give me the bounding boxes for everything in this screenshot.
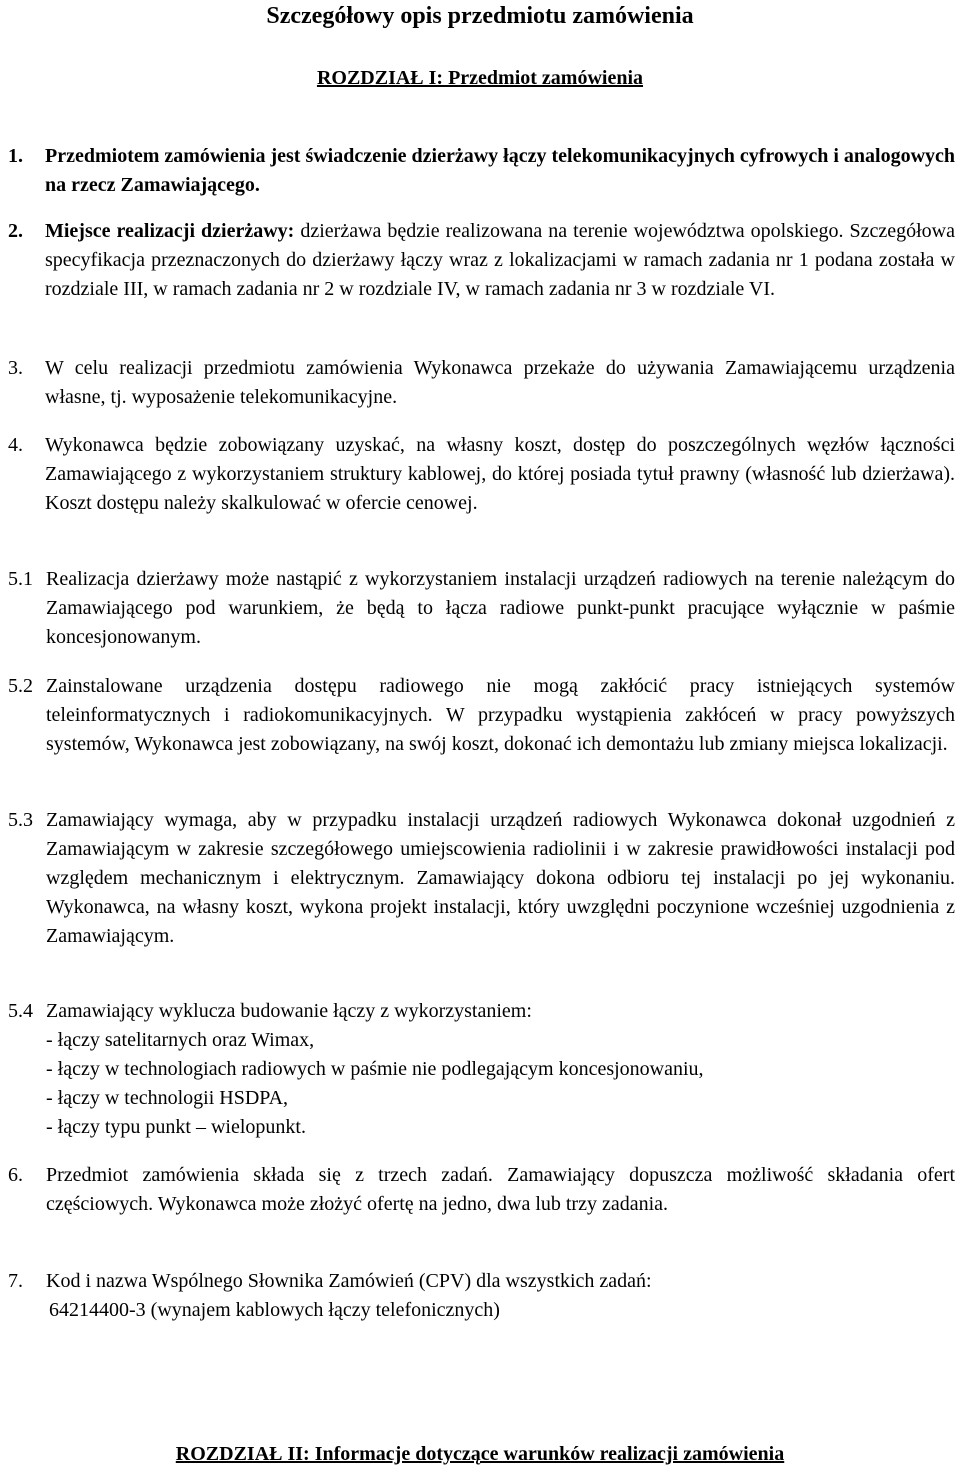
paragraph-text: Zainstalowane urządzenia dostępu radiowego nie mogą zakłócić pracy istniejących systemów teleinformatycznych i radiokomunikacyjnych. W przypadku wystąpienia zakłóceń w pracy powyższych systemów, Wykonawca jest zobowiązany, na swój koszt, dokonać ich demontażu lub zmiany miejsca lokalizacji. (46, 675, 955, 755)
paragraph-number: 3. (8, 357, 23, 379)
paragraph-number: 5.3 (8, 809, 33, 831)
paragraph-7 (8, 1267, 955, 1296)
exclusion-list (46, 1026, 946, 1142)
paragraph-number: 5.1 (8, 568, 33, 590)
cpv-code: 64214400-3 (wynajem kablowych łączy telefonicznych) (49, 1299, 500, 1321)
paragraph-text: Zamawiający wymaga, aby w przypadku instalacji urządzeń radiowych Wykonawca dokonał uzgodnień z Zamawiającym w zakresie szczegółowego umiejscowienia radiolinii i w zakresie prawidłowości instalacji pod względem mechanicznym i elektrycznym. Zamawiający dokona odbioru tej instalacji po jej wykonaniu. Wykonawca, na własny koszt, wykona projekt instalacji, który uwzględni poczynione wcześniej uzgodnienia z Zamawiającym. (46, 809, 955, 947)
paragraph-number: 6. (8, 1164, 23, 1186)
paragraph-number: 1. (8, 145, 23, 167)
paragraph-number: 2. (8, 220, 23, 242)
paragraph-number: 5.2 (8, 675, 33, 697)
paragraph-number: 5.4 (8, 1000, 33, 1022)
paragraph-5-4 (8, 997, 955, 1026)
paragraph-text: Kod i nazwa Wspólnego Słownika Zamówień (CPV) dla wszystkich zadań: (46, 1270, 652, 1292)
paragraph-5-2 (8, 672, 955, 759)
list-item: - łączy w technologii HSDPA, (46, 1087, 289, 1109)
document-title: Szczegółowy opis przedmiotu zamówienia (266, 3, 694, 29)
paragraph-text: W celu realizacji przedmiotu zamówienia Wykonawca przekaże do używania Zamawiającemu urządzenia własne, tj. wyposażenie telekomunikacyjne. (45, 357, 955, 408)
paragraph-5-1 (8, 565, 955, 652)
paragraph-2 (8, 217, 955, 304)
paragraph-text: Wykonawca będzie zobowiązany uzyskać, na własny koszt, dostęp do poszczególnych węzłów łączności Zamawiającego z wykorzystaniem struktury kablowej, do której posiada tytuł prawny (własność lub dzierżawa). Koszt dostępu należy skalkulować w ofercie cenowej. (45, 434, 955, 514)
paragraph-number: 7. (8, 1270, 23, 1292)
paragraph-6 (8, 1161, 955, 1219)
paragraph-text: Przedmiotem zamówienia jest świadczenie dzierżawy łączy telekomunikacyjnych cyfrowych i analogowych na rzecz Zamawiającego. (45, 145, 956, 196)
list-item: - łączy w technologiach radiowych w paśmie nie podlegającym koncesjonowaniu, (46, 1058, 704, 1080)
list-item: - łączy typu punkt – wielopunkt. (46, 1116, 306, 1138)
paragraph-bold-lead: Miejsce realizacji dzierżawy: (45, 220, 295, 242)
paragraph-text: Realizacja dzierżawy może nastąpić z wykorzystaniem instalacji urządzeń radiowych na terenie należącym do Zamawiającego pod warunkiem, że będą to łącza radiowe punkt-punkt pracujące wyłącznie w paśmie koncesjonowanym. (46, 568, 955, 648)
section-heading-1: ROZDZIAŁ I: Przedmiot zamówienia (316, 67, 644, 89)
list-item: - łączy satelitarnych oraz Wimax, (46, 1029, 315, 1051)
paragraph-3 (8, 354, 955, 412)
paragraph-number: 4. (8, 434, 23, 456)
paragraph-4 (8, 431, 955, 518)
paragraph-1 (8, 142, 955, 200)
paragraph-text: Przedmiot zamówienia składa się z trzech zadań. Zamawiający dopuszcza możliwość składania ofert częściowych. Wykonawca może złożyć ofertę na jedno, dwa lub trzy zadania. (46, 1164, 955, 1215)
paragraph-text: dzierżawa będzie realizowana na terenie województwa opolskiego. Szczegółowa specyfikacja przeznaczonych do dzierżawy łączy wraz z lokalizacjami w ramach zadania nr 1 podana została w rozdziale III, w ramach zadania nr 2 w rozdziale IV, w ramach zadania nr 3 w rozdziale VI. (45, 220, 955, 300)
paragraph-text: Zamawiający wyklucza budowanie łączy z wykorzystaniem: (46, 1000, 532, 1022)
paragraph-5-3 (8, 806, 955, 951)
section-heading-2: ROZDZIAŁ II: Informacje dotyczące warunków realizacji zamówienia (175, 1443, 785, 1465)
